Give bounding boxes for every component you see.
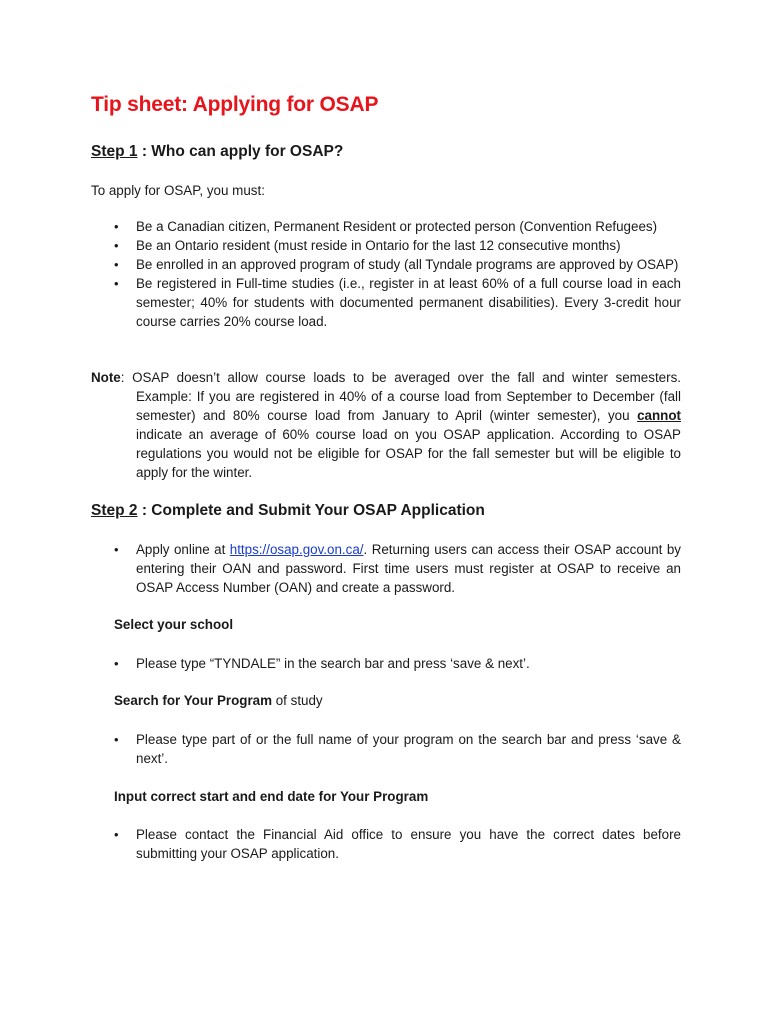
search-program-list xyxy=(114,730,681,768)
bullet-icon: • xyxy=(114,257,119,272)
note-block xyxy=(91,368,681,482)
select-school-heading: Select your school xyxy=(114,617,234,632)
apply-online-list xyxy=(114,540,681,597)
list-item: • Be a Canadian citizen, Permanent Resident or protected person (Convention Refugees) xyxy=(114,219,658,234)
list-item: • Be registered in Full-time studies (i.e., register in at least 60% of a full course load in each semester; 40% for students with documented permanent disabilities). Every 3-credit hour course carries 20% course load. xyxy=(114,276,681,329)
step2-heading-text: : Complete and Submit Your OSAP Application xyxy=(137,502,485,519)
bullet-icon: • xyxy=(114,827,119,842)
step2-label: Step 2 xyxy=(91,502,138,519)
list-item: • Be an Ontario resident (must reside in Ontario for the last 12 consecutive months) xyxy=(114,238,621,253)
note-first-line: Note: OSAP doesn’t allow course loads to be averaged over the fall and winter semesters. xyxy=(91,370,681,385)
input-dates-heading: Input correct start and end date for Your Program xyxy=(114,789,429,804)
list-item: • Please type part of or the full name of your program on the search bar and press ‘save & next’. xyxy=(114,732,681,766)
note-label: Note xyxy=(91,370,121,385)
list-item: • Be enrolled in an approved program of study (all Tyndale programs are approved by OSAP) xyxy=(114,257,679,272)
step1-intro: To apply for OSAP, you must: xyxy=(91,183,265,198)
note-body: Example: If you are registered in 40% of a course load from September to December (fall semester) and 80% course load from January to April (winter semester), you cannot indicate an average of 60% course load on you OSAP application. According to OSAP regulations you would not be eligible for OSAP for the fall semester but will be eligible to apply for the winter. xyxy=(136,389,681,480)
list-item: • Please type “TYNDALE” in the search bar and press ‘save & next’. xyxy=(114,656,530,671)
bullet-icon: • xyxy=(114,732,119,747)
osap-website-link[interactable]: https://osap.gov.on.ca/ xyxy=(229,542,364,557)
list-item: • Apply online at https://osap.gov.on.ca/. Returning users can access their OSAP account by entering their OAN and password. First time users must register at OSAP to receive an OSAP Access Number (OAN) and create a password. xyxy=(114,542,681,595)
bullet-icon: • xyxy=(114,219,119,234)
list-item: • Please contact the Financial Aid office to ensure you have the correct dates before submitting your OSAP application. xyxy=(114,827,681,861)
bullet-icon: • xyxy=(114,276,119,291)
eligibility-list xyxy=(114,217,681,331)
step1-heading xyxy=(91,143,343,161)
search-program-heading: Search for Your Program of study xyxy=(114,693,323,708)
step1-label: Step 1 xyxy=(91,143,138,160)
step2-heading xyxy=(91,502,485,520)
bullet-icon: • xyxy=(114,542,119,557)
bullet-icon: • xyxy=(114,656,119,671)
select-school-list xyxy=(114,654,681,673)
cannot-emphasis: cannot xyxy=(637,408,681,423)
page-title: Tip sheet: Applying for OSAP xyxy=(91,93,379,116)
input-dates-list xyxy=(114,825,681,863)
bullet-icon: • xyxy=(114,238,119,253)
step1-heading-text: : Who can apply for OSAP? xyxy=(137,143,344,160)
